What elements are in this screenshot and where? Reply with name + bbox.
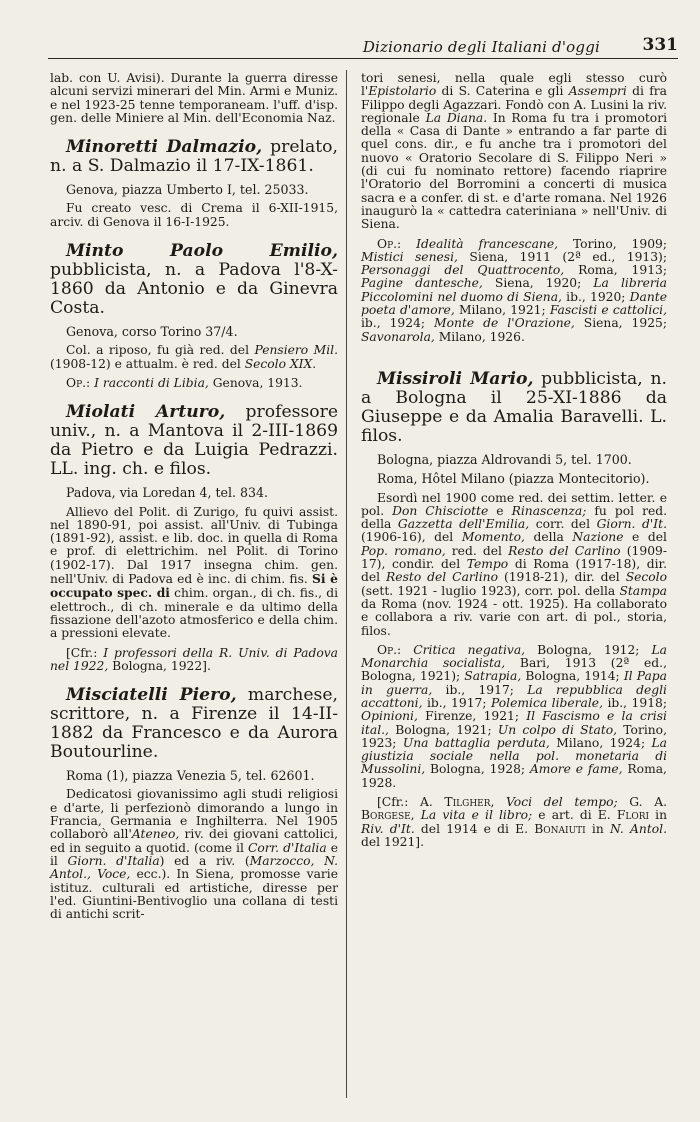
entry-continuation: lab. con U. Avisi). Durante la guerra diresse alcuni servizi minerari del Min. Armi e Muniz. e nel 1923-25 tenne temporaneam. l'uff. d'isp. gen. delle Miniere al Min. dell'Economia Naz.: [50, 71, 338, 125]
entry-heading-missiroli: [361, 370, 667, 446]
entry-address: Genova, piazza Umberto I, tel. 25033.: [66, 182, 309, 198]
entry-name: Missiroli Mario,: [377, 368, 534, 389]
entry-name: Minoretti Dalmazio,: [66, 137, 263, 158]
entry-works: Op.: Idealità francescane, Torino, 1909; Mistici senesi, Siena, 1911 (2ª ed., 1913); Personaggi del Quattrocento, Roma, 1913; Pagine dantesche, Siena, 1920; La libreria Piccolomini nel duomo di Siena, ib., 1920; Dante poeta d'amore, Milano, 1921; Fascisti e cattolici, ib., 1924; Monte de l'Orazione, Siena, 1925; Savonarola, Milano, 1926.: [361, 236, 667, 344]
entry-biography: Fu creato vesc. di Crema il 6-XII-1915, arciv. di Genova il 16-I-1925.: [50, 201, 338, 229]
entry-biography: Esordì nel 1900 come red. dei settim. letter. e pol. Don Chisciotte e Rinascenza; fu pol red. della Gazzetta dell'Emilia, corr. del Giorn. d'It. (1906-16), del Momento, della Nazione e del Pop. romano, red. del Resto del Carlino (1909-17), condir. del Tempo di Roma (1917-18), dir. del Resto del Carlino (1918-21), dir. del Secolo (sett. 1921 - luglio 1923), corr. pol. della Stampa da Roma (nov. 1924 - ott. 1925). Ha collaborato e collabora a riv. varie con art. di pol., storia, filos.: [361, 490, 668, 638]
entry-biography: Dedicatosi giovanissimo agli studi religiosi e d'arte, li perfezionò dimorando a lungo in Francia, Germania e Inghilterra. Nel 1905 collaborò all'Ateneo, riv. dei giovani cattolici, ed in seguito a quotid. (come il Corr. d'Italia e il Giorn. d'Italia) ed a riv. (Marzocco, N. Antol., Voce, ecc.). In Siena, promosse varie istituz. culturali ed artistiche, diresse per l'ed. Giuntini-Bentivoglio una collana di testi di antichi scrit-: [50, 787, 339, 922]
right-column: [361, 72, 667, 1106]
entry-continuation: tori senesi, nella quale egli stesso curò l'Epistolario di S. Caterina e gli Assempri di fra Filippo degli Agazzari. Fondò con A. Lusini la riv. regionale La Diana. In Roma fu tra i promotori della « Casa di Dante » entrando a far parte di quel cons. dir., e fu anche tra i promotori del nuovo « Oratorio Secolare di S. Filippo Neri » (di cui fu nominato rettore) facendo riaprire l'Oratorio del Borromini a concerti di musica sacra e a confer. di st. e d'arte romana. Nel 1926 inaugurò la « cattedra cateriniana » nell'Univ. di Siena.: [361, 71, 667, 232]
entry-address: Roma (1), piazza Venezia 5, tel. 62601.: [66, 768, 315, 784]
entry-works: Op.: I racconti di Libia, Genova, 1913.: [66, 375, 303, 390]
entry-biography: Allievo del Polit. di Zurigo, fu quivi assist. nel 1890-91, poi assist. all'Univ. di Tubinga (1891-92), assist. e lib. doc. in quella di Roma e prof. di elettrichim. nel Polit. di Torino (1902-17). Dal 1917 insegna chim. gen. nell'Univ. di Padova ed è inc. di chim. fis. Si è occupato spec. di chim. organ., di ch. fis., di elettroch., di ch. minerale e da ultimo della fissazione dell'azoto atmosferico e della chim. a pressioni elevate.: [50, 504, 339, 641]
entry-name: Minto Paolo Emilio,: [66, 241, 338, 262]
entry-address: Genova, corso Torino 37/4.: [66, 324, 238, 340]
entry-heading-minto: [50, 242, 338, 318]
entry-description: pubblicista, n. a Bologna il 25-XI-1886 da Giuseppe e da Amalia Baravelli. L. filos.: [361, 368, 667, 446]
page-number: 331: [642, 35, 678, 55]
entry-heading-misciatelli: [50, 686, 338, 762]
entry-address: Bologna, piazza Aldrovandi 5, tel. 1700.: [377, 451, 632, 467]
entry-description: pubblicista, n. a Padova l'8-X-1860 da Antonio e da Ginevra Costa.: [50, 260, 338, 319]
entry-description: marchese, scrittore, n. a Firenze il 14-II-1882 da Francesco e da Aurora Boutourline.: [50, 685, 338, 763]
entry-biography: Col. a riposo, fu già red. del Pensiero Mil. (1908-12) e attualm. è red. del Secolo XIX.: [50, 343, 339, 371]
entry-address: Roma, Hôtel Milano (piazza Montecitorio).: [377, 471, 650, 487]
left-column: [50, 72, 338, 1106]
entry-address: Padova, via Loredan 4, tel. 834.: [66, 485, 269, 501]
page-header: [48, 30, 678, 59]
column-divider: [346, 70, 347, 1098]
entry-heading-minoretti: [50, 138, 338, 176]
running-title: Dizionario degli Italiani d'oggi: [362, 38, 600, 56]
entry-name: Misciatelli Piero,: [66, 685, 237, 706]
entry-references: [Cfr.: I professori della R. Univ. di Padova nel 1922, Bologna, 1922].: [50, 645, 338, 673]
entry-description: prelato, n. a S. Dalmazio il 17-IX-1861.: [50, 137, 338, 177]
entry-heading-miolati: [50, 403, 338, 479]
entry-description: professore univ., n. a Mantova il 2-III-1869 da Pietro e da Luigia Pedrazzi. LL. ing. ch. e filos.: [50, 402, 338, 480]
entry-name: Miolati Arturo,: [66, 402, 226, 423]
entry-works: Op.: Critica negativa, Bologna, 1912; La Monarchia socialista, Bari, 1913 (2ª ed., Bologna, 1921); Satrapia, Bologna, 1914; Il Papa in guerra, ib., 1917; La repubblica degli accattoni, ib., 1917; Polemica liberale, ib., 1918; Opinioni, Firenze, 1921; Il Fascismo e la crisi ital., Bologna, 1921; Un colpo di Stato, Torino, 1923; Una battaglia perduta, Milano, 1924; La giustizia sociale nella pol. monetaria di Mussolini, Bologna, 1928; Amore e fame, Roma, 1928.: [361, 642, 667, 790]
entry-references: [Cfr.: A. Tilgher, Voci del tempo; G. A. Borgese, La vita e il libro; e art. di E. Flori in Riv. d'It. del 1914 e di E. Bonaiuti in N. Antol. del 1921].: [361, 795, 668, 849]
